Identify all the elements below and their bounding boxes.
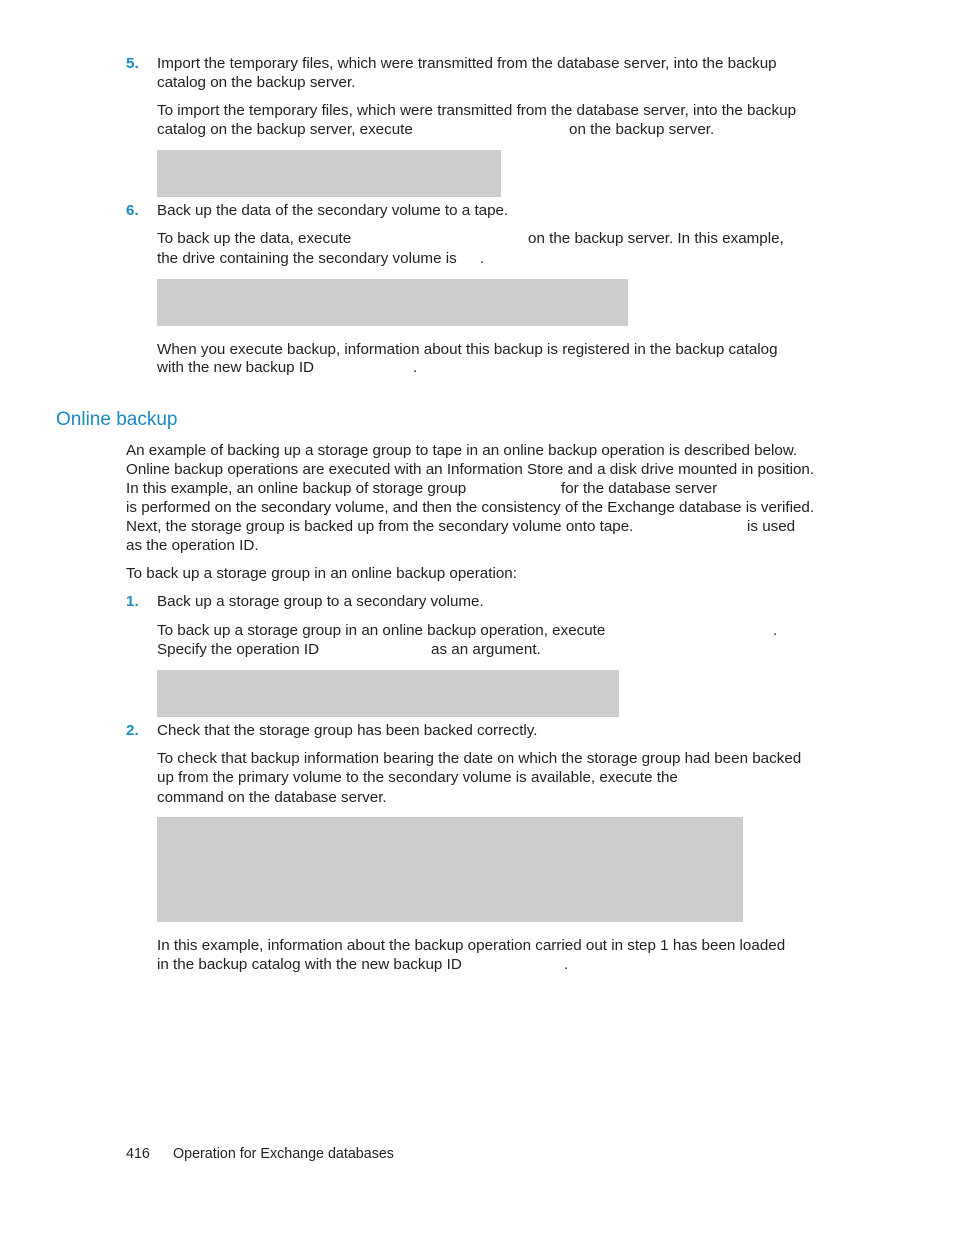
intro-text: In this example, an online backup of storage group <box>126 480 467 497</box>
step-body: To import the temporary files, which were transmitted from the database server, into the backup <box>157 102 797 119</box>
step-body: as an argument. <box>431 641 541 658</box>
step-body: on the backup server. In this example, <box>528 230 784 247</box>
step-title: Import the temporary files, which were transmitted from the database server, into the backup <box>157 55 777 72</box>
step-note: . <box>413 359 418 376</box>
step-body: . <box>773 622 778 639</box>
step-body: the drive containing the secondary volume is <box>157 250 457 267</box>
lead-in-text: To back up a storage group in an online backup operation: <box>126 565 517 582</box>
step-number: 1. <box>126 593 139 610</box>
step-note: When you execute backup, information about this backup is registered in the backup catalog <box>157 341 778 358</box>
step-body: To back up a storage group in an online backup operation, execute <box>157 622 606 639</box>
section-heading: Online backup <box>56 409 178 430</box>
step-number: 5. <box>126 55 139 72</box>
step-body: up from the primary volume to the secondary volume is available, execute the <box>157 769 678 786</box>
step-note: In this example, information about the backup operation carried out in step 1 has been loaded <box>157 937 786 954</box>
intro-text: for the database server <box>561 480 718 497</box>
intro-text: is performed on the secondary volume, and then the consistency of the Exchange database is verified. <box>126 499 815 516</box>
step-title: Back up the data of the secondary volume to a tape. <box>157 202 509 219</box>
code-example-block <box>157 150 501 197</box>
step-body: Specify the operation ID <box>157 641 320 658</box>
page-number: 416 <box>126 1146 150 1162</box>
step-body: To back up the data, execute <box>157 230 352 247</box>
code-example-block <box>157 279 628 326</box>
intro-text: Next, the storage group is backed up from the secondary volume onto tape. <box>126 518 634 535</box>
code-example-block <box>157 670 619 717</box>
step-number: 2. <box>126 722 139 739</box>
step-number: 6. <box>126 202 139 219</box>
step-body: catalog on the backup server, execute <box>157 121 413 138</box>
intro-text: is used <box>747 518 796 535</box>
step-title: catalog on the backup server. <box>157 74 356 91</box>
step-body: command on the database server. <box>157 789 387 806</box>
step-body: To check that backup information bearing the date on which the storage group had been backed <box>157 750 802 767</box>
chapter-title: Operation for Exchange databases <box>173 1146 394 1162</box>
step-title: Back up a storage group to a secondary volume. <box>157 593 484 610</box>
step-body: on the backup server. <box>569 121 715 138</box>
intro-text: An example of backing up a storage group to tape in an online backup operation is described below. <box>126 442 798 459</box>
step-note: with the new backup ID <box>157 359 315 376</box>
step-title: Check that the storage group has been backed correctly. <box>157 722 538 739</box>
step-body: . <box>480 250 485 267</box>
code-example-block <box>157 817 743 922</box>
step-note: . <box>564 956 569 973</box>
step-note: in the backup catalog with the new backup ID <box>157 956 462 973</box>
intro-text: as the operation ID. <box>126 537 259 554</box>
intro-text: Online backup operations are executed with an Information Store and a disk drive mounted in position. <box>126 461 815 478</box>
